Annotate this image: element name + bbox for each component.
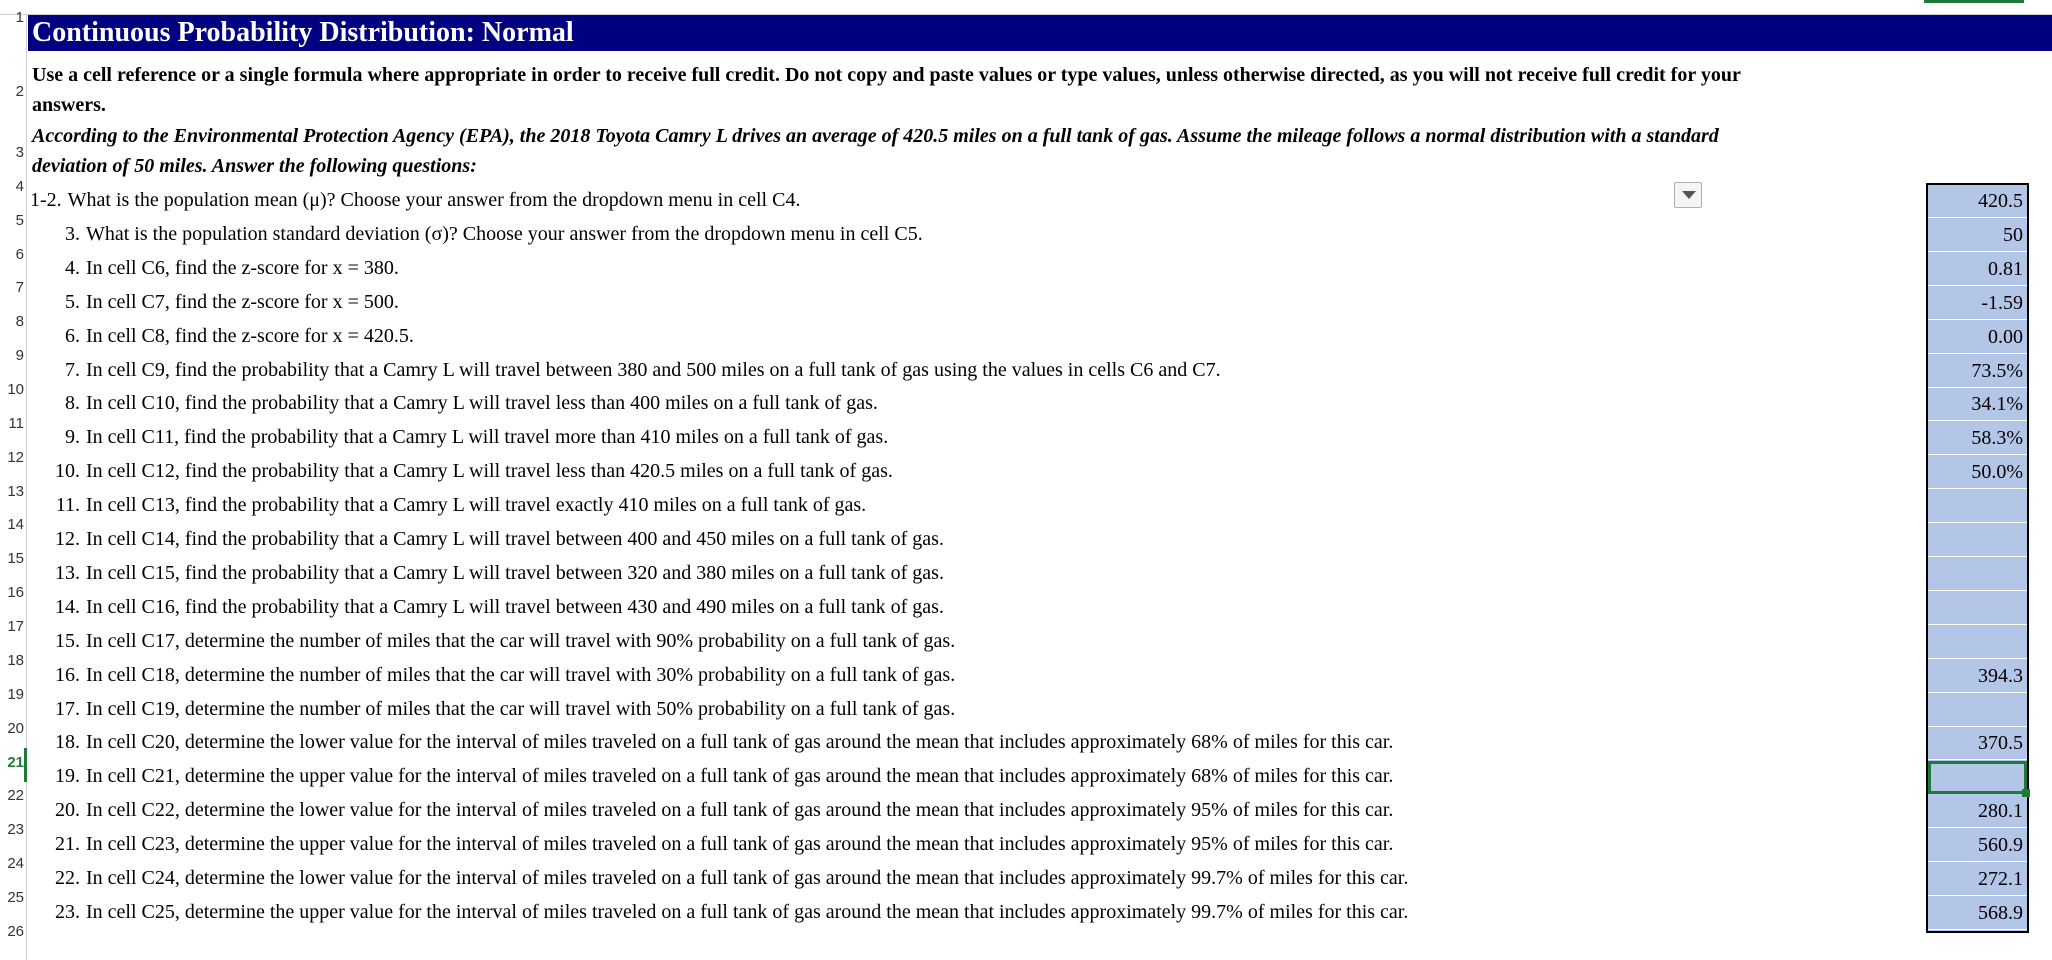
- question-number: 6.: [65, 324, 80, 347]
- row-number[interactable]: 20: [7, 720, 24, 737]
- question-number: 18.: [55, 731, 80, 754]
- question-row: [30, 527, 944, 551]
- question-row: [30, 222, 923, 246]
- question-text: In cell C13, find the probability that a Camry L will travel exactly 410 miles on a full tank of gas.: [86, 494, 867, 517]
- answer-cell[interactable]: 370.5: [1928, 727, 2027, 760]
- row-number[interactable]: 5: [15, 212, 24, 229]
- answer-cell[interactable]: -1.59: [1928, 287, 2027, 320]
- row-number[interactable]: 7: [15, 279, 24, 296]
- question-row: [30, 256, 399, 280]
- question-number: 5.: [65, 290, 80, 313]
- answer-cell[interactable]: 50.0%: [1928, 456, 2027, 489]
- row-number[interactable]: 2: [15, 83, 24, 100]
- question-text: In cell C20, determine the lower value for the interval of miles traveled on a full tank of gas around the mean that includes approximately 68% of miles for this car.: [86, 731, 1394, 754]
- answer-cell[interactable]: 568.9: [1928, 897, 2027, 930]
- answer-cell[interactable]: 560.9: [1928, 829, 2027, 862]
- question-number: 13.: [55, 561, 80, 584]
- question-text: In cell C9, find the probability that a Camry L will travel between 380 and 500 miles on a full tank of gas using the values in cells C6 and C7.: [86, 358, 1221, 381]
- row-number[interactable]: 17: [7, 618, 24, 635]
- question-row: [30, 663, 955, 687]
- answer-cell[interactable]: [1928, 626, 2027, 659]
- question-text: In cell C19, determine the number of miles that the car will travel with 50% probability on a full tank of gas.: [86, 697, 956, 720]
- answer-cell[interactable]: [1928, 524, 2027, 557]
- question-text: In cell C22, determine the lower value for the interval of miles traveled on a full tank of gas around the mean that includes approximately 95% of miles for this car.: [86, 799, 1394, 822]
- question-text: In cell C6, find the z-score for x = 380.: [86, 256, 399, 279]
- question-row: [30, 290, 399, 314]
- row-number[interactable]: 25: [7, 889, 24, 906]
- question-number: 11.: [55, 494, 80, 517]
- row-number[interactable]: 11: [8, 415, 24, 432]
- question-text: In cell C11, find the probability that a Camry L will travel more than 410 miles on a full tank of gas.: [86, 426, 889, 449]
- question-number: 21.: [55, 833, 80, 856]
- row-number[interactable]: 21: [0, 754, 24, 771]
- question-text: In cell C23, determine the upper value for the interval of miles traveled on a full tank of gas around the mean that includes approximately 95% of miles for this car.: [86, 833, 1394, 856]
- question-row: [30, 832, 1393, 856]
- question-number: 10.: [55, 460, 80, 483]
- answer-cell[interactable]: 280.1: [1928, 795, 2027, 828]
- row-number[interactable]: 12: [7, 449, 24, 466]
- question-text: In cell C10, find the probability that a Camry L will travel less than 400 miles on a full tank of gas.: [86, 392, 878, 415]
- question-text: In cell C16, find the probability that a Camry L will travel between 430 and 490 miles on a full tank of gas.: [86, 595, 944, 618]
- question-text: In cell C8, find the z-score for x = 420.5.: [86, 324, 414, 347]
- question-row: [30, 629, 955, 653]
- question-text: In cell C14, find the probability that a Camry L will travel between 400 and 450 miles on a full tank of gas.: [86, 528, 944, 550]
- question-number: 15.: [55, 629, 80, 652]
- row-number[interactable]: 3: [15, 144, 24, 161]
- question-row: [30, 391, 878, 415]
- answer-cell[interactable]: 50: [1928, 219, 2027, 252]
- question-text: What is the population standard deviation (σ)? Choose your answer from the dropdown menu in cell C5.: [86, 222, 923, 245]
- question-row: [30, 798, 1393, 822]
- question-text: In cell C25, determine the upper value for the interval of miles traveled on a full tank of gas around the mean that includes approximately 99.7% of miles for this car.: [86, 900, 1409, 923]
- question-row: [30, 900, 1408, 924]
- question-number: 12.: [55, 528, 80, 550]
- question-row: [30, 764, 1393, 788]
- row-number[interactable]: 24: [7, 855, 24, 872]
- answer-cell[interactable]: 0.81: [1928, 253, 2027, 286]
- row-number[interactable]: 18: [7, 652, 24, 669]
- question-number: 14.: [55, 595, 80, 618]
- answer-cell[interactable]: 0.00: [1928, 321, 2027, 354]
- row-number[interactable]: 1: [15, 9, 24, 26]
- question-number: 22.: [55, 867, 80, 889]
- answer-cell[interactable]: [1928, 694, 2027, 727]
- question-row: [30, 730, 1393, 754]
- gutter-border: [26, 15, 27, 960]
- row-number[interactable]: 14: [7, 516, 24, 533]
- question-number: 1-2.: [30, 189, 62, 211]
- instructions-line-2: answers.: [32, 94, 106, 116]
- row-number[interactable]: 19: [7, 686, 24, 703]
- question-text: What is the population mean (μ)? Choose your answer from the dropdown menu in cell C4.: [67, 189, 801, 211]
- question-row: [30, 459, 893, 483]
- answer-cell[interactable]: 58.3%: [1928, 422, 2027, 455]
- row-number[interactable]: 26: [7, 923, 24, 940]
- question-number: 8.: [65, 392, 80, 415]
- question-number: 20.: [55, 799, 80, 822]
- answer-cell[interactable]: 272.1: [1928, 863, 2027, 896]
- row-number[interactable]: 23: [7, 821, 24, 838]
- answer-cell[interactable]: [1928, 761, 2027, 794]
- question-text: In cell C21, determine the upper value for the interval of miles traveled on a full tank of gas around the mean that includes approximately 68% of miles for this car.: [86, 765, 1394, 788]
- scenario-line-1: According to the Environmental Protection Agency (EPA), the 2018 Toyota Camry L drives an average of 420.5 miles on a full tank of gas. Assume the mileage follows a normal distribution with a standard: [32, 125, 1719, 147]
- question-number: 19.: [55, 765, 80, 788]
- question-number: 17.: [55, 697, 80, 720]
- column-selection-indicator: [1924, 0, 2024, 3]
- question-row: [30, 425, 888, 449]
- question-text: In cell C17, determine the number of miles that the car will travel with 90% probability on a full tank of gas.: [86, 629, 956, 652]
- sheet-title: Continuous Probability Distribution: Normal: [28, 15, 2052, 51]
- question-row: [30, 697, 955, 721]
- question-text: In cell C15, find the probability that a Camry L will travel between 320 and 380 miles on a full tank of gas.: [86, 561, 944, 584]
- row-number[interactable]: 9: [15, 347, 24, 364]
- question-number: 4.: [65, 256, 80, 279]
- chevron-down-icon[interactable]: [1674, 182, 1702, 208]
- instructions-line-1: Use a cell reference or a single formula where appropriate in order to receive full credit. Do not copy and paste values or type values, unless otherwise directed, as you will not receive full credit for your: [32, 64, 1741, 86]
- question-number: 9.: [65, 426, 80, 449]
- row-number[interactable]: 4: [15, 178, 24, 195]
- scenario-line-2: deviation of 50 miles. Answer the following questions:: [32, 155, 477, 177]
- question-text: In cell C7, find the z-score for x = 500.: [86, 290, 399, 313]
- answer-cell[interactable]: [1928, 592, 2027, 625]
- answer-cell[interactable]: 34.1%: [1928, 388, 2027, 421]
- top-toolbar-edge: [0, 0, 2052, 15]
- answer-cell[interactable]: 420.5: [1928, 185, 2027, 218]
- question-number: 16.: [55, 663, 80, 686]
- row-number[interactable]: 13: [7, 483, 24, 500]
- answer-cell[interactable]: [1928, 558, 2027, 591]
- question-number: 23.: [55, 900, 80, 923]
- question-number: 7.: [65, 358, 80, 381]
- question-row: [30, 561, 944, 585]
- row-number[interactable]: 15: [7, 550, 24, 567]
- row-number[interactable]: 10: [7, 381, 24, 398]
- question-text: In cell C24, determine the lower value for the interval of miles traveled on a full tank of gas around the mean that includes approximately 99.7% of miles for this car.: [86, 867, 1409, 889]
- question-number: 3.: [65, 222, 80, 245]
- question-row: [30, 493, 866, 517]
- question-text: In cell C18, determine the number of miles that the car will travel with 30% probability on a full tank of gas.: [86, 663, 956, 686]
- row-number[interactable]: 8: [15, 313, 24, 330]
- row-number[interactable]: 16: [7, 584, 24, 601]
- question-row: [30, 358, 1221, 382]
- question-text: In cell C12, find the probability that a Camry L will travel less than 420.5 miles on a full tank of gas.: [86, 460, 893, 483]
- row-number[interactable]: 22: [7, 787, 24, 804]
- answer-cell[interactable]: [1928, 490, 2027, 523]
- answer-cell[interactable]: 394.3: [1928, 660, 2027, 693]
- question-row: [30, 595, 944, 619]
- answer-cell[interactable]: 73.5%: [1928, 355, 2027, 388]
- question-row: [30, 324, 414, 348]
- question-row: [30, 866, 1408, 890]
- row-number[interactable]: 6: [15, 246, 24, 263]
- question-row: [30, 188, 800, 212]
